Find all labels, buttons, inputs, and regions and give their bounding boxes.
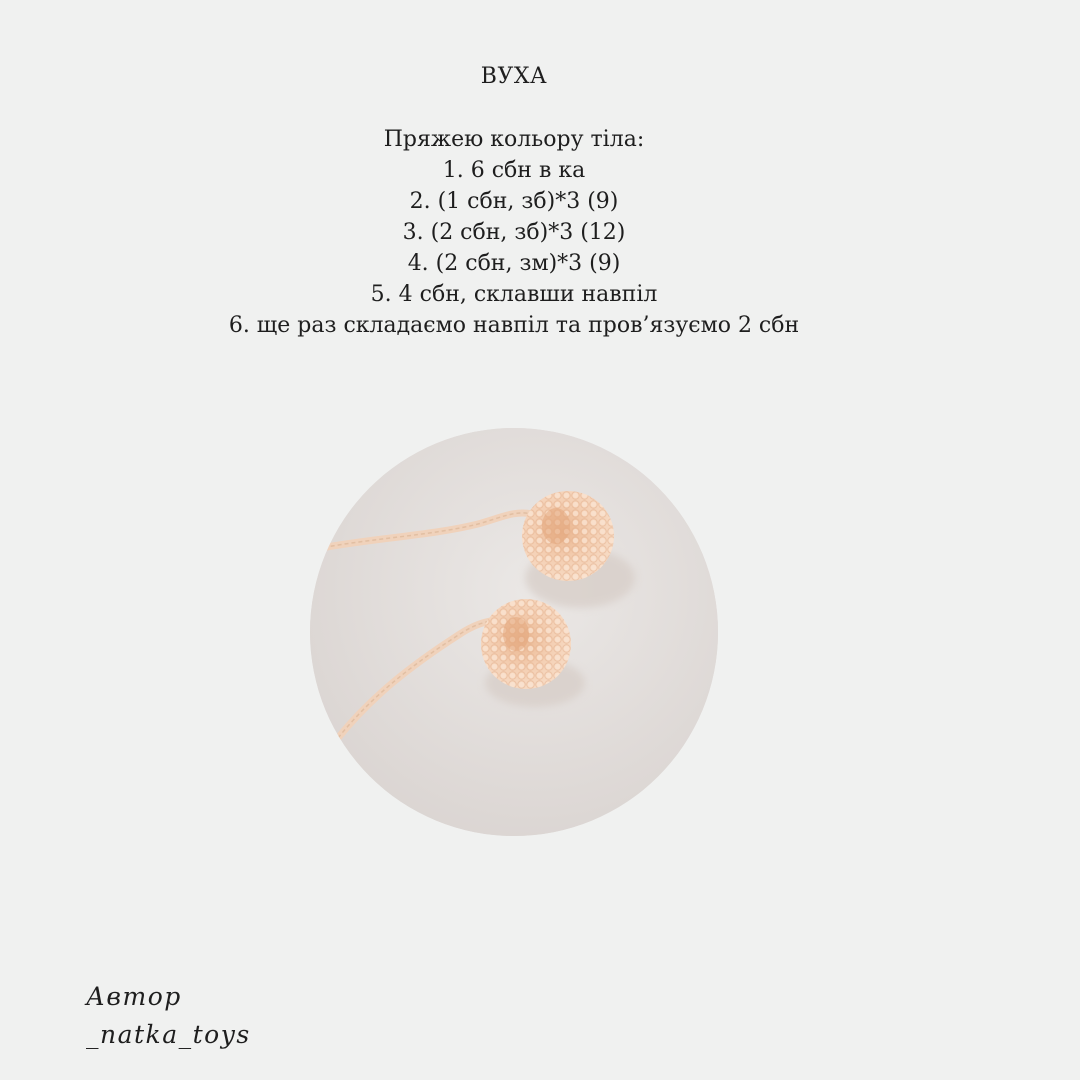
author-handle: _natka_toys [86,1020,251,1049]
instruction-row: 4. (2 сбн, зм)*3 (9) [407,251,621,276]
page-title: ВУХА [480,64,548,89]
ears-photo [310,428,718,836]
pattern-instructions [0,124,1028,341]
author-label: Автор [86,982,182,1011]
instruction-row: 1. 6 сбн в ка [442,158,586,183]
instruction-row: 2. (1 сбн, зб)*3 (9) [409,189,619,214]
instructions-intro: Пряжею кольору тіла: [383,127,645,152]
instruction-row: 6. ще раз складаємо навпіл та пров’язуємо 2 сбн [228,313,800,338]
instruction-row: 3. (2 сбн, зб)*3 (12) [402,220,626,245]
author-credit [86,978,251,1054]
crochet-ears-illustration [310,428,718,836]
instruction-row: 5. 4 сбн, склавши навпіл [370,282,658,307]
